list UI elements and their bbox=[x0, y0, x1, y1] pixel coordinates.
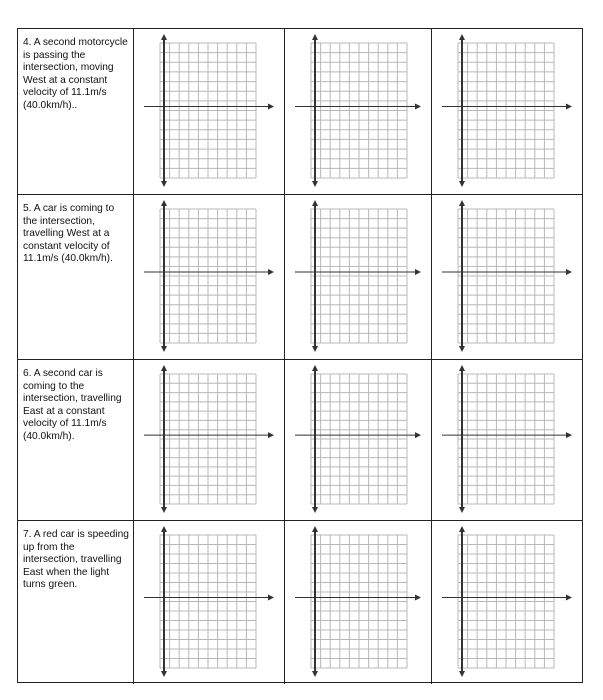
question-row-7 bbox=[18, 521, 582, 684]
y-axis-arrow-down bbox=[312, 507, 318, 513]
y-axis-arrow-up bbox=[459, 365, 465, 371]
y-axis-arrow-up bbox=[459, 34, 465, 40]
blank-graph-grid bbox=[432, 29, 582, 194]
blank-graph-grid bbox=[285, 195, 431, 359]
y-axis-arrow-down bbox=[459, 181, 465, 187]
x-axis-arrow bbox=[566, 432, 572, 438]
question-text-5: 5. A car is coming to the intersection, travelling West at a constant velocity of 11.1m/s (40.0km/h). bbox=[18, 195, 134, 359]
blank-graph-grid bbox=[134, 360, 284, 520]
blank-graph-grid bbox=[285, 29, 431, 194]
graph-cell[interactable] bbox=[285, 360, 432, 520]
y-axis-arrow-down bbox=[459, 507, 465, 513]
y-axis-arrow-up bbox=[459, 200, 465, 206]
blank-graph-grid bbox=[432, 195, 582, 359]
question-row-4 bbox=[18, 29, 582, 195]
y-axis-arrow-down bbox=[161, 507, 167, 513]
blank-graph-grid bbox=[134, 29, 284, 194]
y-axis-arrow-up bbox=[312, 200, 318, 206]
graph-cell[interactable] bbox=[432, 521, 582, 684]
question-row-5 bbox=[18, 195, 582, 360]
graph-cell[interactable] bbox=[285, 29, 432, 194]
y-axis-arrow-up bbox=[161, 526, 167, 532]
graph-cell[interactable] bbox=[432, 360, 582, 520]
x-axis-arrow bbox=[415, 269, 421, 275]
question-text-7: 7. A red car is speeding up from the intersection, travelling East when the light turns green. bbox=[18, 521, 134, 684]
graph-cell[interactable] bbox=[134, 521, 285, 684]
graph-cell[interactable] bbox=[285, 195, 432, 359]
graph-cell[interactable] bbox=[134, 195, 285, 359]
question-row-6 bbox=[18, 360, 582, 521]
graph-cell[interactable] bbox=[134, 29, 285, 194]
blank-graph-grid bbox=[432, 360, 582, 520]
y-axis-arrow-up bbox=[161, 200, 167, 206]
x-axis-arrow bbox=[415, 432, 421, 438]
blank-graph-grid bbox=[134, 521, 284, 684]
worksheet-table bbox=[17, 28, 583, 683]
graph-cell[interactable] bbox=[285, 521, 432, 684]
x-axis-arrow bbox=[268, 595, 274, 601]
y-axis-arrow-up bbox=[312, 526, 318, 532]
question-text-4: 4. A second motorcycle is passing the intersection, moving West at a constant velocity of 11.1m/s (40.0km/h).. bbox=[18, 29, 134, 194]
y-axis-arrow-down bbox=[459, 671, 465, 677]
y-axis-arrow-down bbox=[161, 181, 167, 187]
x-axis-arrow bbox=[566, 103, 572, 109]
x-axis-arrow bbox=[566, 269, 572, 275]
blank-graph-grid bbox=[285, 360, 431, 520]
y-axis-arrow-down bbox=[312, 346, 318, 352]
x-axis-arrow bbox=[415, 103, 421, 109]
x-axis-arrow bbox=[268, 103, 274, 109]
y-axis-arrow-up bbox=[161, 365, 167, 371]
graph-cell[interactable] bbox=[432, 29, 582, 194]
y-axis-arrow-up bbox=[161, 34, 167, 40]
y-axis-arrow-up bbox=[312, 34, 318, 40]
y-axis-arrow-down bbox=[459, 346, 465, 352]
y-axis-arrow-down bbox=[161, 671, 167, 677]
y-axis-arrow-up bbox=[459, 526, 465, 532]
blank-graph-grid bbox=[285, 521, 431, 684]
x-axis-arrow bbox=[268, 269, 274, 275]
graph-cell[interactable] bbox=[432, 195, 582, 359]
y-axis-arrow-down bbox=[312, 671, 318, 677]
x-axis-arrow bbox=[566, 595, 572, 601]
y-axis-arrow-down bbox=[161, 346, 167, 352]
graph-cell[interactable] bbox=[134, 360, 285, 520]
blank-graph-grid bbox=[432, 521, 582, 684]
blank-graph-grid bbox=[134, 195, 284, 359]
y-axis-arrow-down bbox=[312, 181, 318, 187]
x-axis-arrow bbox=[268, 432, 274, 438]
y-axis-arrow-up bbox=[312, 365, 318, 371]
x-axis-arrow bbox=[415, 595, 421, 601]
question-text-6: 6. A second car is coming to the intersection, travelling East at a constant velocity of 11.1m/s (40.0km/h). bbox=[18, 360, 134, 520]
